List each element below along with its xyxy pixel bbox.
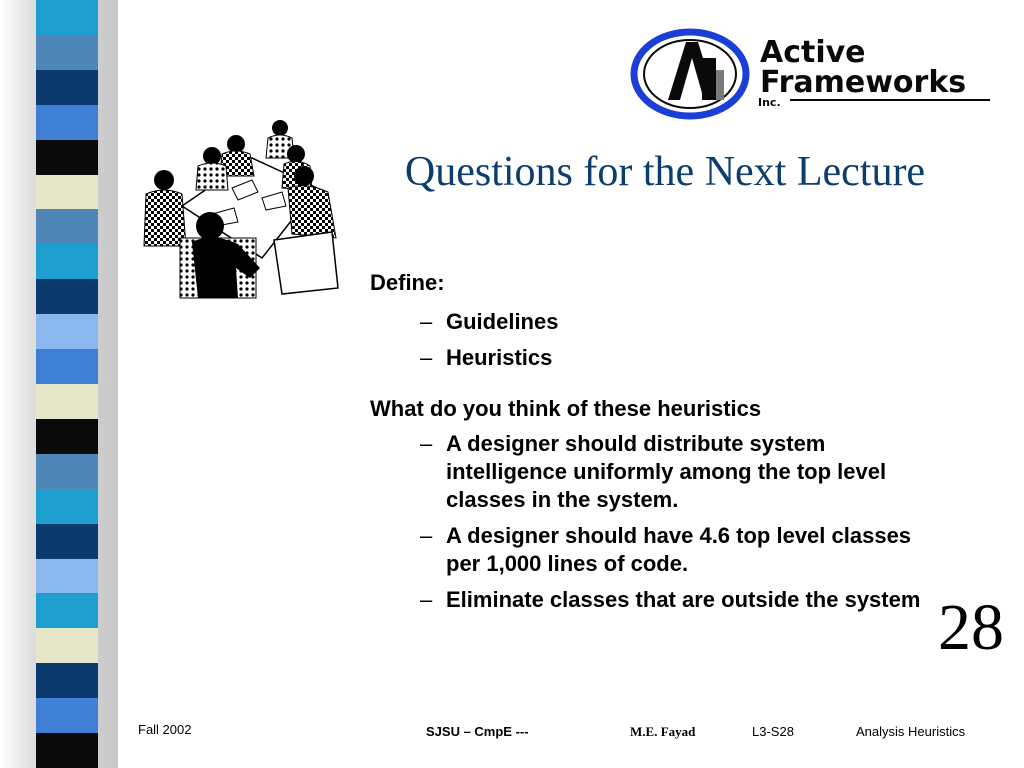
stripe-block [36,314,98,349]
heuristic-item [370,430,930,514]
bullet-dash: – [420,523,433,548]
meeting-clipart [142,118,342,300]
stripe-block [36,279,98,314]
stripe-block [36,0,98,35]
bullet-dash: – [420,431,433,456]
question-heading: What do you think of these heuristics [370,396,762,421]
stripe-block [36,35,98,70]
stripe-block [36,175,98,210]
stripe-block [36,419,98,454]
slide-body [370,270,930,614]
stripe-block [36,384,98,419]
bullet-dash: – [420,345,433,370]
stripe-block [36,454,98,489]
define-heading: Define: [370,270,445,295]
footer-topic: Analysis Heuristics [856,724,966,739]
stripe-block [36,733,98,768]
footer-term: Fall 2002 [138,722,192,737]
slide-title: Questions for the Next Lecture [404,149,926,195]
stripe-block [36,628,98,663]
stripe-block [36,698,98,733]
heuristic-item-text: A designer should have 4.6 top level classes per 1,000 lines of code. [446,523,912,576]
logo-text-line1: Active [760,35,866,70]
stripe-block [36,244,98,279]
define-item [370,308,930,336]
stripe-block [36,70,98,105]
stripe-block [36,489,98,524]
footer-author: M.E. Fayad [630,724,696,739]
stripe-block [36,663,98,698]
stripe-block [36,105,98,140]
logo-text-suffix: Inc. [758,96,781,109]
define-item-text: Guidelines [446,309,559,334]
bullet-dash: – [420,309,433,334]
define-item-text: Heuristics [446,345,553,370]
heuristic-item-text: A designer should distribute system intelligence uniformly among the top level classes in the system. [446,431,887,512]
active-frameworks-logo [630,28,995,120]
slide-number: 28 [938,591,1004,664]
define-item [370,344,930,372]
heuristic-item [370,586,930,614]
stripe-block [36,524,98,559]
footer-course: SJSU – CmpE --- [426,724,529,739]
heuristic-item-text: Eliminate classes that are outside the system [446,587,921,612]
stripe-block [36,209,98,244]
heuristic-item [370,522,930,578]
left-decorative-stripe [36,0,98,768]
stripe-block [36,140,98,175]
stripe-block [36,559,98,594]
logo-text-line2: Frameworks [760,65,967,100]
stripe-block [36,349,98,384]
footer-slide-code: L3-S28 [752,724,794,739]
stripe-block [36,593,98,628]
bullet-dash: – [420,587,433,612]
